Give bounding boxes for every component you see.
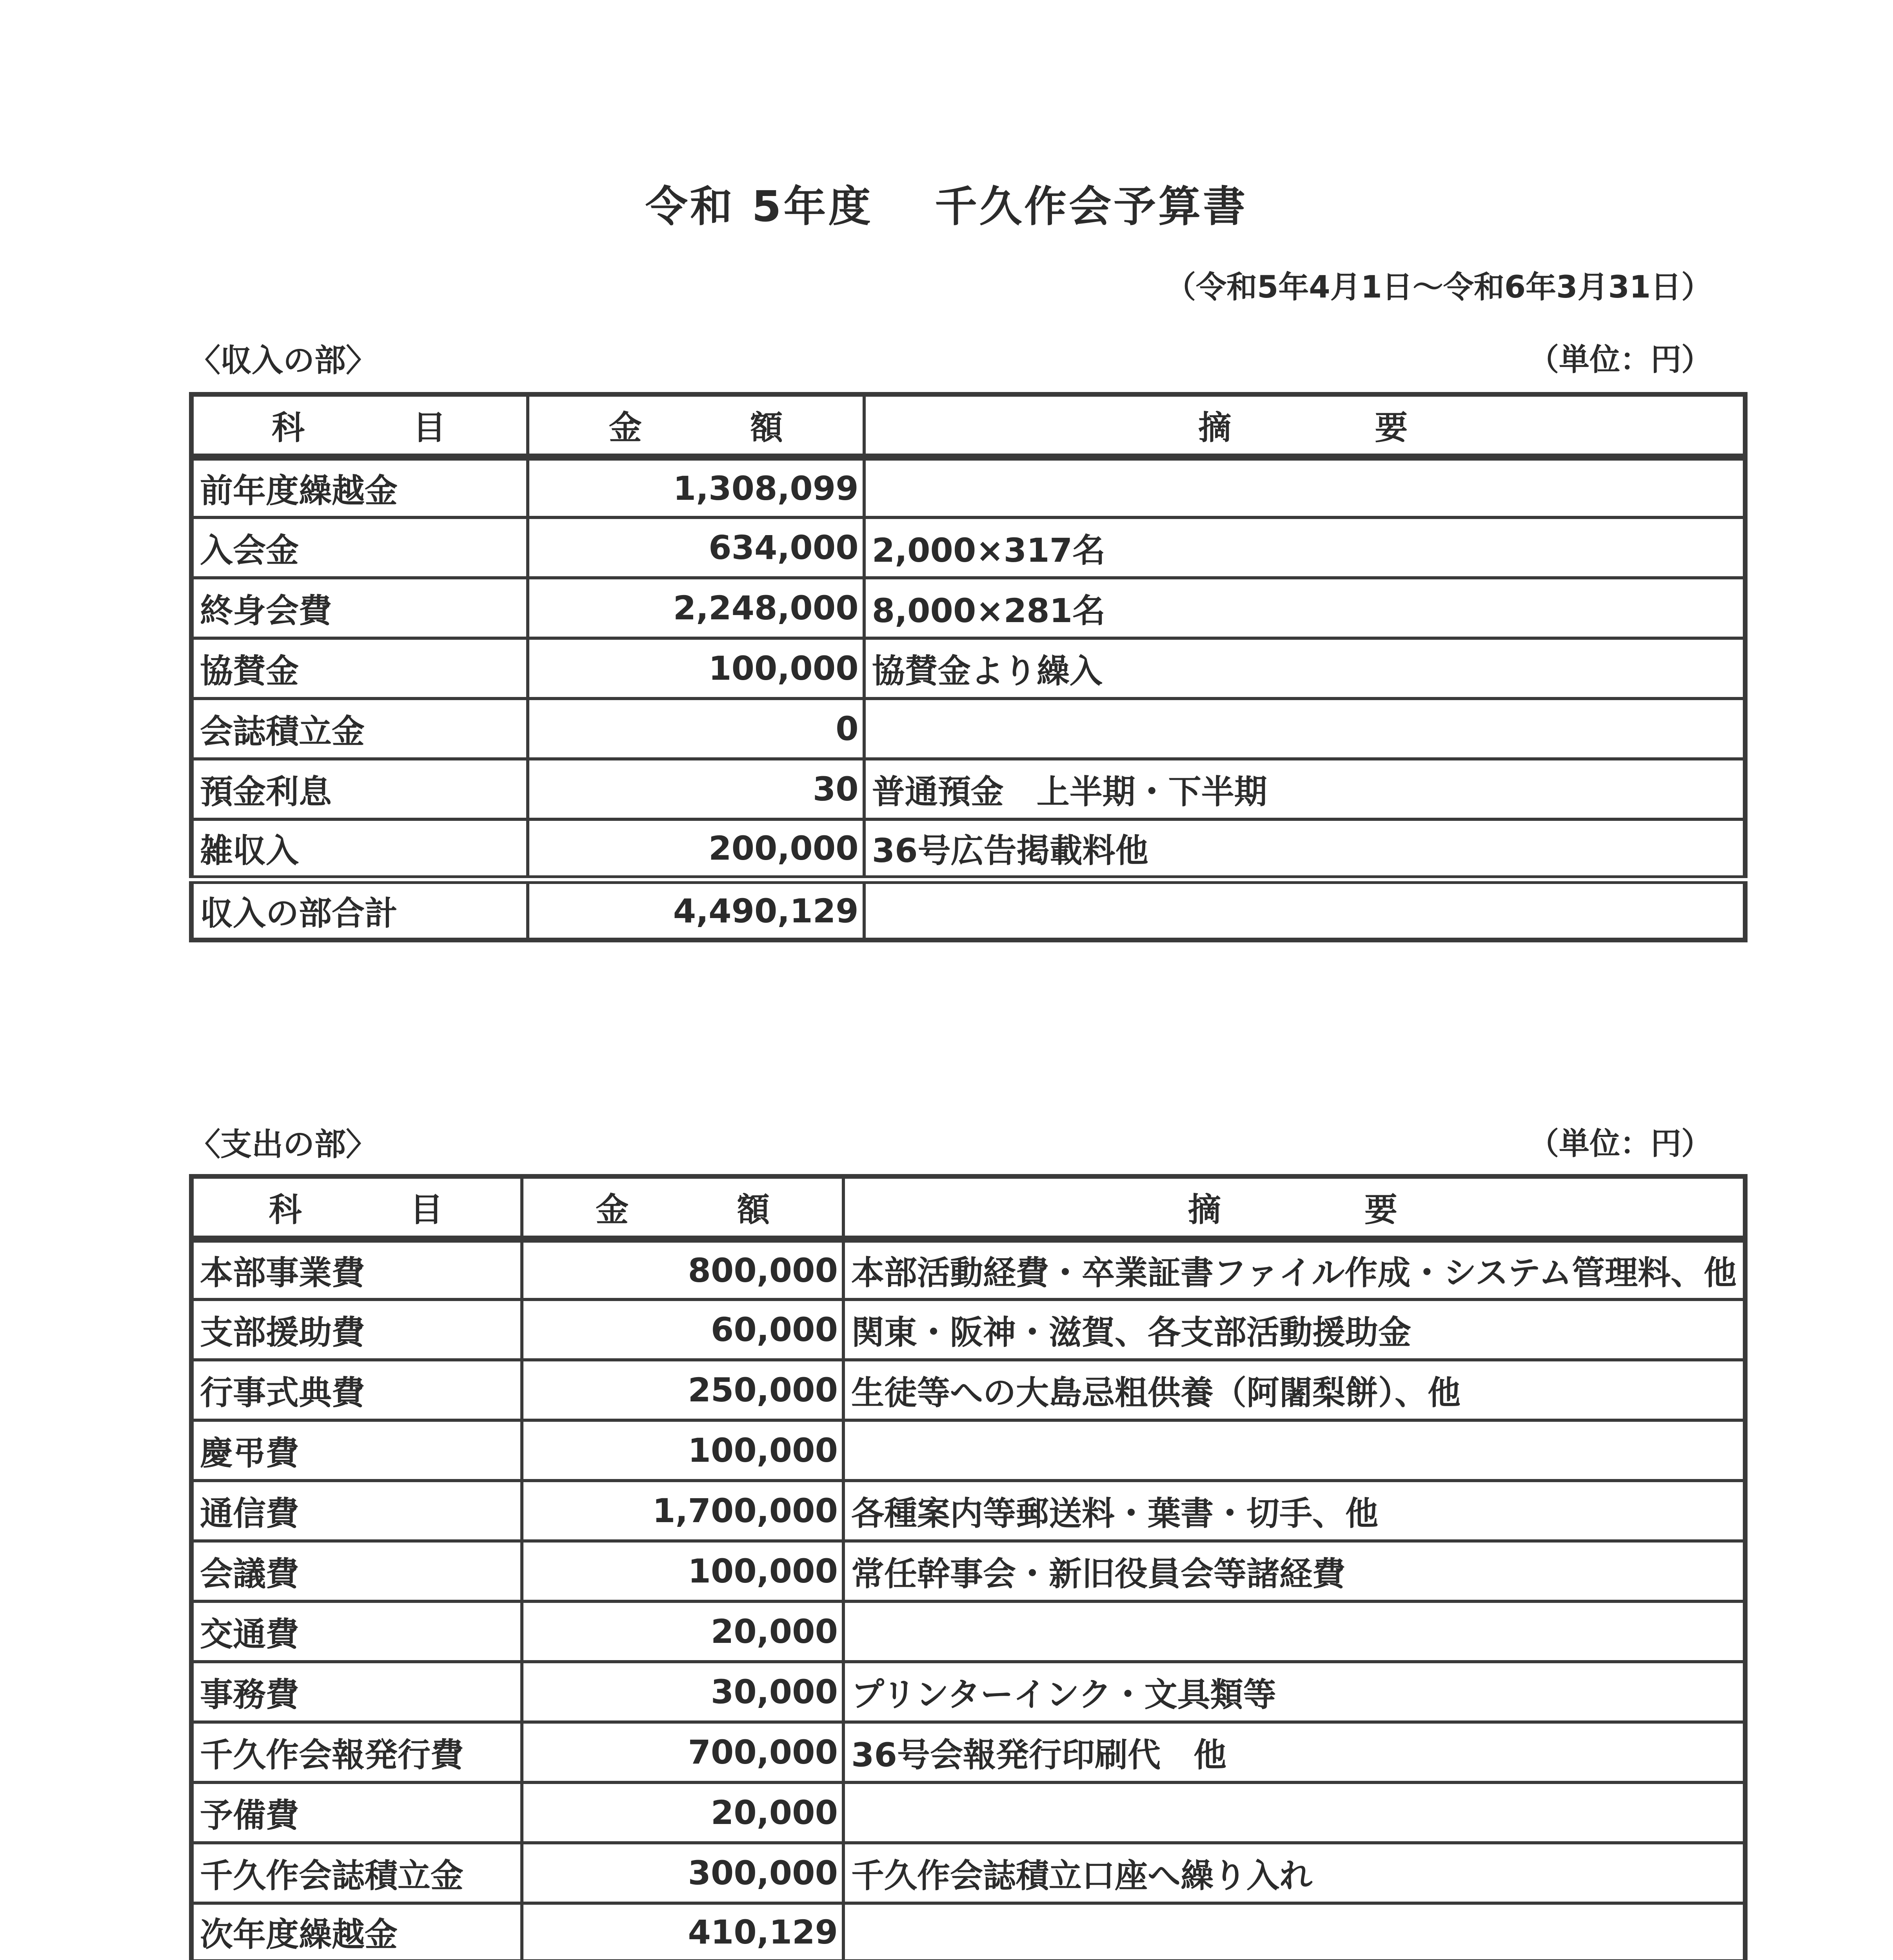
header-note: 摘 要: [843, 1176, 1745, 1239]
income-total-row: [191, 880, 1745, 940]
note-cell: 関東・阪神・滋賀、各支部活動援助金: [843, 1299, 1745, 1360]
note-cell: [864, 699, 1745, 759]
header-item: 科 目: [191, 394, 528, 457]
table-row: [191, 1722, 1745, 1782]
note-cell: [864, 880, 1745, 940]
note-cell: [843, 1903, 1745, 1960]
note-cell: 8,000×281名: [864, 578, 1745, 638]
amount-cell: 30,000: [522, 1662, 843, 1722]
amount-cell: 800,000: [522, 1239, 843, 1299]
note-cell: 各種案内等郵送料・葉書・切手、他: [843, 1481, 1745, 1541]
table-row: [191, 517, 1745, 578]
note-cell: 36号会報発行印刷代 他: [843, 1722, 1745, 1782]
note-cell: プリンターインク・文具類等: [843, 1662, 1745, 1722]
table-row: [191, 1782, 1745, 1843]
note-cell: 普通預金 上半期・下半期: [864, 759, 1745, 819]
amount-cell: 300,000: [522, 1843, 843, 1903]
header-note: 摘 要: [864, 394, 1745, 457]
amount-cell: 410,129: [522, 1903, 843, 1960]
table-row: [191, 1420, 1745, 1481]
table-row: [191, 699, 1745, 759]
amount-cell: 100,000: [522, 1420, 843, 1481]
item-cell: 雑収入: [191, 819, 528, 880]
amount-cell: 1,700,000: [522, 1481, 843, 1541]
item-cell: 千久作会誌積立金: [191, 1843, 522, 1903]
note-cell: 生徒等への大島忌粗供養（阿闍梨餅）、他: [843, 1360, 1745, 1420]
expense-header-row: [191, 1176, 1745, 1239]
item-cell: 預金利息: [191, 759, 528, 819]
note-cell: 2,000×317名: [864, 517, 1745, 578]
table-row: [191, 1360, 1745, 1420]
amount-cell: 0: [528, 699, 864, 759]
header-amount: 金 額: [522, 1176, 843, 1239]
item-cell: 千久作会報発行費: [191, 1722, 522, 1782]
table-row: [191, 1481, 1745, 1541]
note-cell: 本部活動経費・卒業証書ファイル作成・システム管理料、他: [843, 1239, 1745, 1299]
item-cell: 終身会費: [191, 578, 528, 638]
income-unit-label: （単位：円）: [1528, 342, 1712, 377]
income-section-label: 〈収入の部〉: [189, 342, 377, 379]
item-cell: 収入の部合計: [191, 880, 528, 940]
expense-unit-label: （単位：円）: [1528, 1126, 1712, 1161]
table-row: [191, 1662, 1745, 1722]
amount-cell: 100,000: [528, 638, 864, 699]
table-row: [191, 1903, 1745, 1960]
income-header-row: [191, 394, 1745, 457]
item-cell: 通信費: [191, 1481, 522, 1541]
item-cell: 交通費: [191, 1601, 522, 1662]
note-cell: [843, 1420, 1745, 1481]
expense-section-label: 〈支出の部〉: [189, 1126, 377, 1163]
note-cell: 協賛金より繰入: [864, 638, 1745, 699]
income-table: [189, 392, 1748, 942]
amount-cell: 2,248,000: [528, 578, 864, 638]
amount-cell: 1,308,099: [528, 457, 864, 517]
item-cell: 会議費: [191, 1541, 522, 1601]
amount-cell: 20,000: [522, 1601, 843, 1662]
table-row: [191, 457, 1745, 517]
table-row: [191, 1601, 1745, 1662]
table-row: [191, 819, 1745, 880]
note-cell: 常任幹事会・新旧役員会等諸経費: [843, 1541, 1745, 1601]
amount-cell: 700,000: [522, 1722, 843, 1782]
note-cell: 千久作会誌積立口座へ繰り入れ: [843, 1843, 1745, 1903]
header-item: 科 目: [191, 1176, 522, 1239]
item-cell: 事務費: [191, 1662, 522, 1722]
note-cell: [864, 457, 1745, 517]
amount-cell: 60,000: [522, 1299, 843, 1360]
amount-cell: 200,000: [528, 819, 864, 880]
item-cell: 行事式典費: [191, 1360, 522, 1420]
item-cell: 次年度繰越金: [191, 1903, 522, 1960]
item-cell: 予備費: [191, 1782, 522, 1843]
table-row: [191, 1239, 1745, 1299]
item-cell: 協賛金: [191, 638, 528, 699]
note-cell: [843, 1782, 1745, 1843]
expense-table: [189, 1174, 1748, 1960]
amount-cell: 4,490,129: [528, 880, 864, 940]
item-cell: 会誌積立金: [191, 699, 528, 759]
table-row: [191, 759, 1745, 819]
amount-cell: 634,000: [528, 517, 864, 578]
note-cell: 36号広告掲載料他: [864, 819, 1745, 880]
table-row: [191, 578, 1745, 638]
item-cell: 支部援助費: [191, 1299, 522, 1360]
item-cell: 入会金: [191, 517, 528, 578]
amount-cell: 250,000: [522, 1360, 843, 1420]
table-row: [191, 1299, 1745, 1360]
table-row: [191, 1843, 1745, 1903]
item-cell: 本部事業費: [191, 1239, 522, 1299]
document-title: 令和 5年度 千久作会予算書: [645, 182, 1248, 231]
item-cell: 前年度繰越金: [191, 457, 528, 517]
header-amount: 金 額: [528, 394, 864, 457]
amount-cell: 30: [528, 759, 864, 819]
table-row: [191, 638, 1745, 699]
amount-cell: 20,000: [522, 1782, 843, 1843]
note-cell: [843, 1601, 1745, 1662]
table-row: [191, 1541, 1745, 1601]
fiscal-period: （令和5年4月1日～令和6年3月31日）: [1165, 270, 1712, 305]
amount-cell: 100,000: [522, 1541, 843, 1601]
item-cell: 慶弔費: [191, 1420, 522, 1481]
